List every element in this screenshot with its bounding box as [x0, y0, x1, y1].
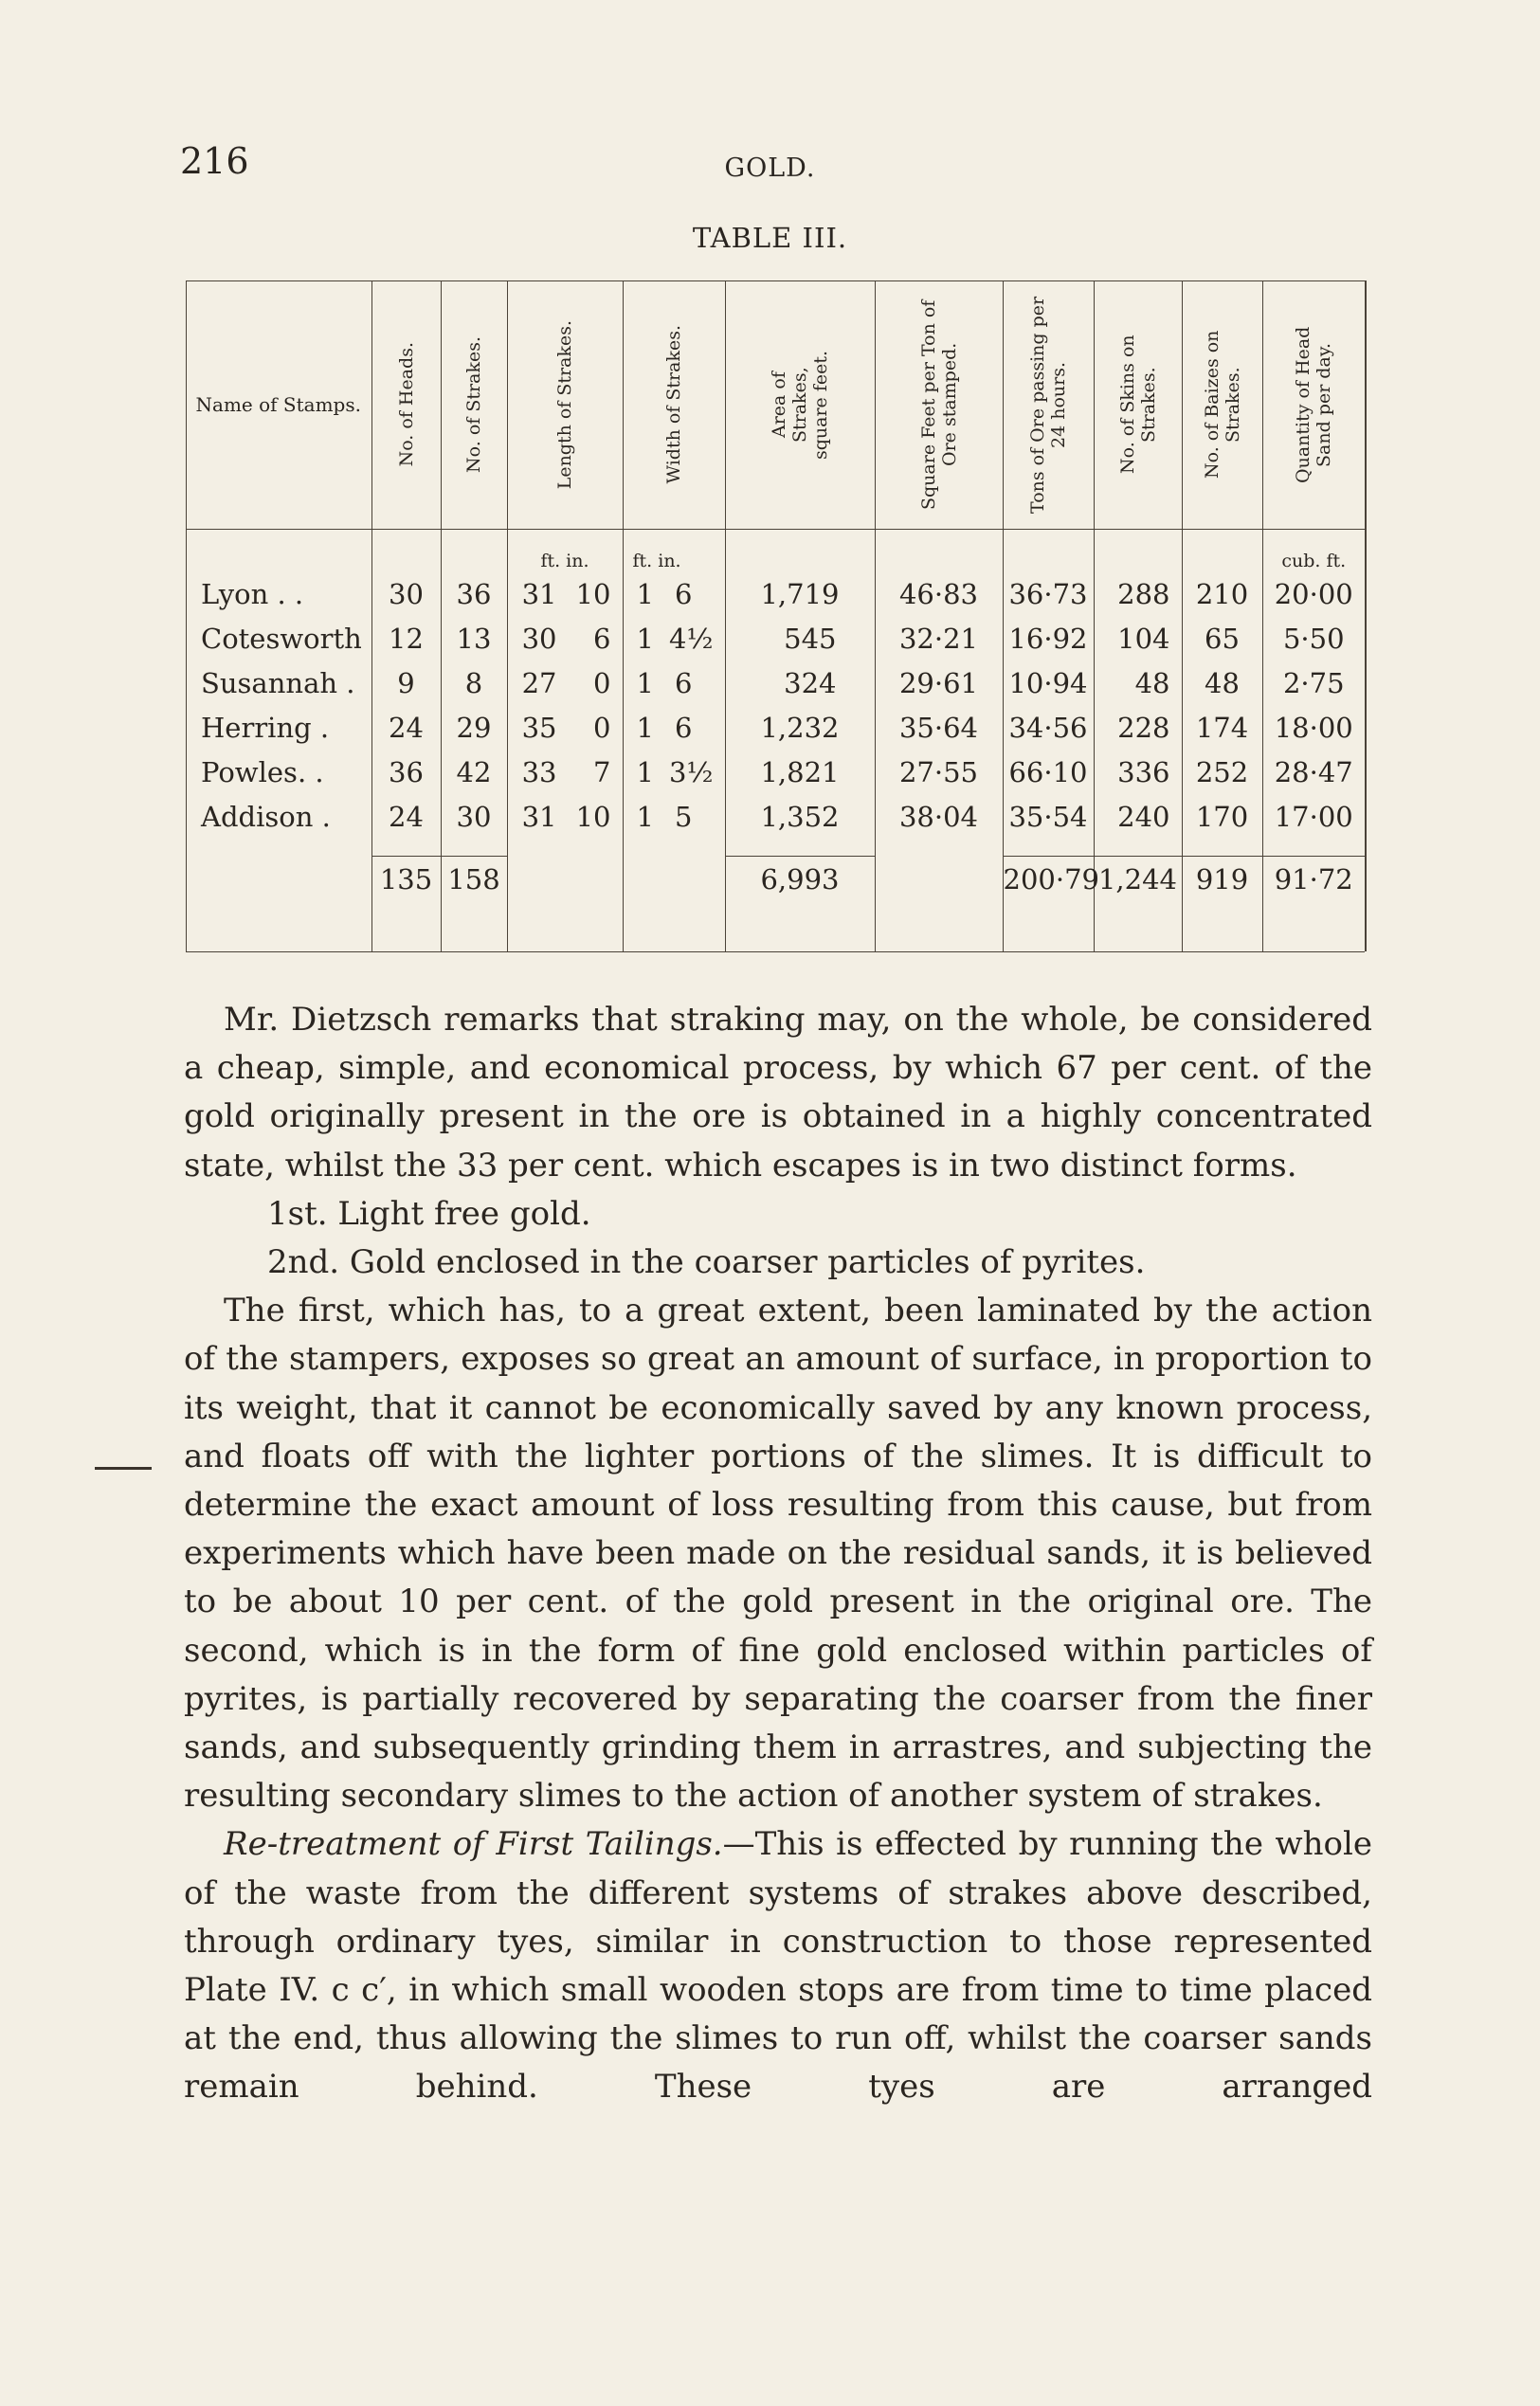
area-cell: 1,821 [725, 750, 875, 794]
sand-cell: 17·00 [1274, 800, 1353, 833]
heads-cell: 9 [371, 660, 441, 705]
sqft-cell: 27·55 [875, 750, 1003, 794]
table-border-bottom [186, 951, 1365, 952]
sand-cell: 20·00 [1274, 577, 1353, 610]
header-name: Name of Stamps. [186, 280, 371, 530]
width-cell: 1 3½ [623, 750, 725, 794]
total-heads: 135 [371, 857, 441, 903]
area-cell: 1,352 [725, 794, 875, 839]
header-baizes: No. of Baizes on Strakes. [1182, 280, 1262, 530]
skins-cell: 288 [1094, 571, 1182, 616]
sqft-cell: 29·61 [875, 660, 1003, 705]
total-sand: 91·72 [1262, 857, 1365, 903]
heads-cell: 24 [371, 705, 441, 750]
strakes-cell: 42 [441, 750, 507, 794]
total-skins: 1,244 [1094, 857, 1182, 903]
length-cell: 35 0 [507, 705, 623, 750]
section-heading: Re-treatment of First Tailings. [224, 1825, 723, 1864]
baizes-cell: 252 [1182, 750, 1262, 794]
paragraph: The first, which has, to a great extent, been laminated by the action of the stampers, exposes so great an amount of surface, in proportion to its weight, that it cannot be economically saved by any known process, and floats off with the lighter portions of the slimes. It is difficult to determine the exact amount of loss resulting from this cause, but from experiments which have been made on the residual sands, it is believed to be about 10 per cent. of the gold present in the original ore. The second, which is in the form of fine gold enclosed within particles of pyrites, is partially recovered by separating the coarser from the finer sands, and subsequently grinding them in arrastres, and subjecting the resulting secondary slimes to the action of another system of strakes. [184, 1292, 1372, 1816]
sqft-cell: 32·21 [875, 616, 1003, 660]
heads-cell: 12 [371, 616, 441, 660]
heads-cell: 30 [371, 571, 441, 616]
table-title: TABLE III. [692, 222, 848, 254]
length-cell: 27 0 [507, 660, 623, 705]
width-cell: 1 4½ [623, 616, 725, 660]
header-area: Area of Strakes, square feet. [725, 280, 875, 530]
area-cell: 324 [725, 660, 875, 705]
skins-cell: 228 [1094, 705, 1182, 750]
paragraph [184, 1820, 1372, 2111]
running-head: GOLD. [724, 154, 816, 183]
totals-row [186, 857, 1365, 903]
tons-cell: 66·10 [1003, 750, 1094, 794]
sqft-cell: 35·64 [875, 705, 1003, 750]
width-cell: 1 6 [623, 705, 725, 750]
sand-cell: 28·47 [1274, 755, 1353, 788]
table-row [186, 794, 1365, 839]
header-strakes: No. of Strakes. [441, 280, 507, 530]
area-cell: 1,719 [725, 571, 875, 616]
tons-cell: 10·94 [1003, 660, 1094, 705]
header-sand: Quantity of Head Sand per day. [1262, 280, 1365, 530]
header-heads: No. of Heads. [371, 280, 441, 530]
table-row [186, 660, 1365, 705]
page-number: 216 [180, 140, 249, 182]
area-cell: 545 [725, 616, 875, 660]
header-sqft: Square Feet per Ton of Ore stamped. [875, 280, 1003, 530]
table-row [186, 750, 1365, 794]
stamp-name: Addison . [186, 794, 371, 839]
skins-cell: 240 [1094, 794, 1182, 839]
sand-cell: 5·50 [1282, 622, 1345, 655]
unit-length: ft. in. [507, 530, 623, 572]
paragraph: Mr. Dietzsch remarks that straking may, on the whole, be considered a cheap, simple, and economical process, by which 67 per cent. of the gold originally present in the ore is obtained in a highly concentrated state, whilst the 33 per cent. which escapes is in two distinct forms. [184, 1001, 1372, 1185]
header-length: Length of Strakes. [507, 280, 623, 530]
length-cell: 31 10 [507, 571, 623, 616]
unit-width: ft. in. [623, 530, 725, 572]
area-cell: 1,232 [725, 705, 875, 750]
stamp-name: Powles. . [186, 750, 371, 794]
sqft-cell: 46·83 [875, 571, 1003, 616]
table-row [186, 571, 1365, 616]
total-tons: 200·79 [1003, 857, 1094, 903]
paragraph-text: —This is effected by running the whole of the waste from the different systems of strakes above described, through ordinary tyes, similar in construction to those represented Plate IV. c c′, in which small wooden stops are from time to time placed at the end, thus allowing the slimes to run off, whilst the coarser sands remain behind. These tyes are arranged [184, 1825, 1372, 2107]
header-skins: No. of Skins on Strakes. [1094, 280, 1182, 530]
strakes-cell: 13 [441, 616, 507, 660]
baizes-cell: 170 [1182, 794, 1262, 839]
width-cell: 1 6 [623, 660, 725, 705]
table-row [186, 616, 1365, 660]
total-strakes: 158 [441, 857, 507, 903]
stamps-table [186, 280, 1365, 951]
heads-cell: 36 [371, 750, 441, 794]
tons-cell: 35·54 [1003, 794, 1094, 839]
paragraph: 1st. Light free gold. [267, 1194, 591, 1233]
skins-cell: 336 [1094, 750, 1182, 794]
total-baizes: 919 [1182, 857, 1262, 903]
table-border-right [1365, 280, 1367, 951]
baizes-cell: 65 [1182, 616, 1262, 660]
header-width: Width of Strakes. [623, 280, 725, 530]
skins-cell: 48 [1094, 660, 1182, 705]
tons-cell: 16·92 [1003, 616, 1094, 660]
sand-cell: 2·75 [1282, 666, 1345, 699]
stamp-name: Herring . [186, 705, 371, 750]
strakes-cell: 36 [441, 571, 507, 616]
skins-cell: 104 [1094, 616, 1182, 660]
header-tons: Tons of Ore passing per 24 hours. [1003, 280, 1094, 530]
baizes-cell: 174 [1182, 705, 1262, 750]
margin-mark [95, 1467, 152, 1470]
length-cell: 30 6 [507, 616, 623, 660]
baizes-cell: 210 [1182, 571, 1262, 616]
baizes-cell: 48 [1182, 660, 1262, 705]
width-cell: 1 5 [623, 794, 725, 839]
strakes-cell: 8 [441, 660, 507, 705]
sqft-cell: 38·04 [875, 794, 1003, 839]
table-border-top [186, 280, 1365, 281]
body-text [184, 996, 1372, 2112]
stamp-name: Susannah . [186, 660, 371, 705]
paragraph: 2nd. Gold enclosed in the coarser particles of pyrites. [267, 1243, 1146, 1282]
unit-sand: cub. ft. [1281, 551, 1347, 571]
tons-cell: 36·73 [1003, 571, 1094, 616]
width-cell: 1 6 [623, 571, 725, 616]
table-row [186, 705, 1365, 750]
tons-cell: 34·56 [1003, 705, 1094, 750]
table-border-left [186, 280, 187, 951]
strakes-cell: 30 [441, 794, 507, 839]
total-area: 6,993 [725, 857, 875, 903]
stamp-name: Cotesworth [186, 616, 371, 660]
length-cell: 31 10 [507, 794, 623, 839]
heads-cell: 24 [371, 794, 441, 839]
sand-cell: 18·00 [1274, 711, 1353, 744]
strakes-cell: 29 [441, 705, 507, 750]
stamp-name: Lyon . . [186, 571, 371, 616]
length-cell: 33 7 [507, 750, 623, 794]
